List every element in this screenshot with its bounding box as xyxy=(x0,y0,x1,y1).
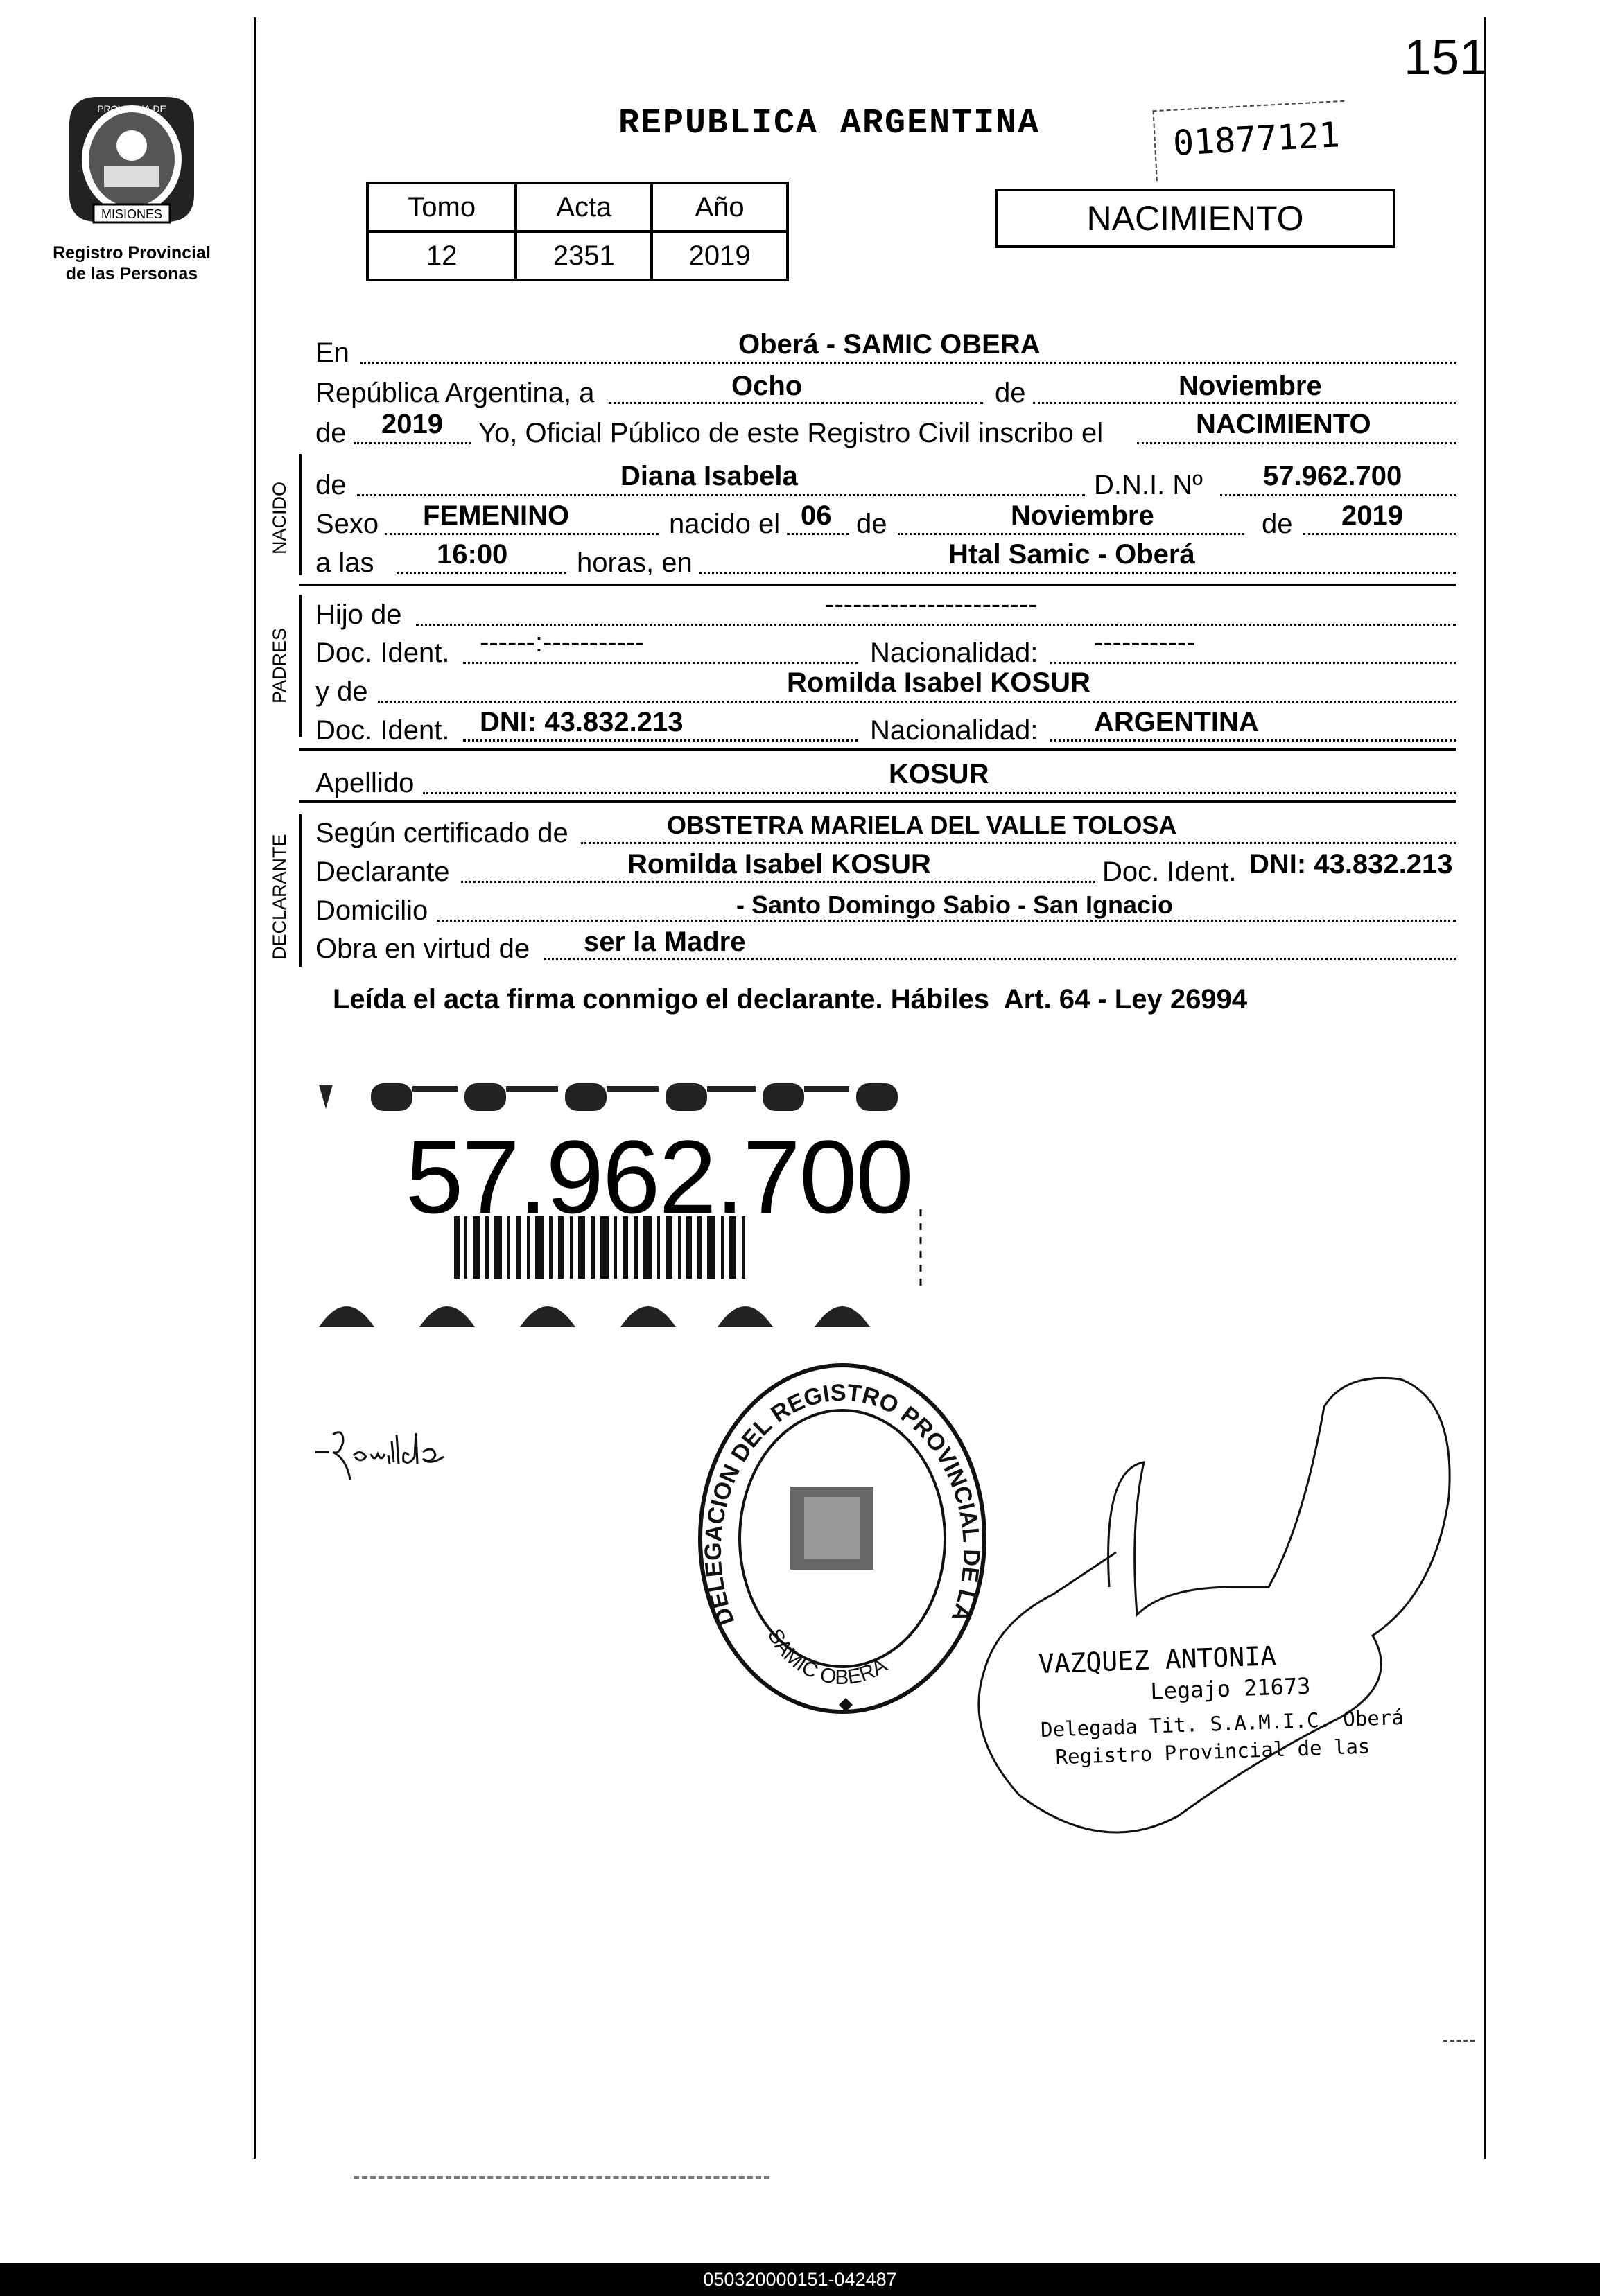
republica-label: República Argentina, a xyxy=(315,378,595,408)
birth-day: 06 xyxy=(801,500,832,531)
father-nac-label: Nacionalidad: xyxy=(870,638,1038,668)
sexo-value: FEMENINO xyxy=(423,500,570,531)
declarante-bracket xyxy=(299,814,302,967)
dotted-line xyxy=(461,881,1095,883)
yde-label: y de xyxy=(315,676,368,707)
nacido-el-label: nacido el xyxy=(669,509,781,539)
hijo-label: Hijo de xyxy=(315,599,402,630)
dotted-line xyxy=(385,533,659,535)
obra-value: ser la Madre xyxy=(584,927,746,957)
official-stamp xyxy=(1038,1636,1405,1769)
closing-statement: Leída el acta firma conmigo el declarante. Hábiles Art. 64 - Ley 26994 xyxy=(333,984,1248,1015)
country-title: REPUBLICA ARGENTINA xyxy=(618,104,1041,143)
sticker-number: 57.962.700 xyxy=(406,1119,912,1235)
seal-text-top: PROVINCIA DE xyxy=(97,103,166,114)
mother-doc-label: Doc. Ident. xyxy=(315,715,450,746)
year-value: 2019 xyxy=(381,409,443,439)
alas-label: a las xyxy=(315,547,374,578)
de-year-label: de xyxy=(315,418,347,448)
table-header-acta: Acta xyxy=(516,183,652,231)
de-month-label: de xyxy=(856,509,887,539)
certificado-value: OBSTETRA MARIELA DEL VALLE TOLOSA xyxy=(667,811,1177,839)
padres-section-label: PADRES xyxy=(269,627,290,703)
mother-nac: ARGENTINA xyxy=(1094,707,1259,737)
page-number: 151 xyxy=(1404,30,1488,85)
horas-label: horas, en xyxy=(577,547,693,578)
nacido-section-label: NACIDO xyxy=(269,481,290,554)
act-type: NACIMIENTO xyxy=(1086,199,1304,238)
footer-bar xyxy=(0,2263,1600,2296)
section-divider xyxy=(299,800,1456,803)
dotted-line xyxy=(357,494,1085,496)
stamp-ring-text: DELEGACION DEL REGISTRO PROVINCIAL DE LA xyxy=(699,1379,985,1629)
declarante-section-label: DECLARANTE xyxy=(269,834,290,960)
declarant-signature xyxy=(312,1414,485,1497)
dotted-line xyxy=(1033,402,1456,404)
section-divider xyxy=(299,584,1456,586)
birth-month: Noviembre xyxy=(1011,500,1154,531)
act-type-box xyxy=(995,189,1395,248)
dotted-line xyxy=(463,662,858,664)
birth-time: 16:00 xyxy=(437,539,508,570)
dotted-line xyxy=(437,920,1456,922)
en-value: Oberá - SAMIC OBERA xyxy=(738,329,1041,360)
certificado-label: Según certificado de xyxy=(315,818,568,848)
domicilio-value: - Santo Domingo Sabio - San Ignacio xyxy=(736,891,1174,919)
declarante-doc: DNI: 43.832.213 xyxy=(1249,849,1453,879)
declarante-value: Romilda Isabel KOSUR xyxy=(627,849,931,879)
table-value-tomo: 12 xyxy=(367,231,516,280)
dotted-line xyxy=(416,624,1456,626)
official-registry: Registro Provincial de las xyxy=(1054,1734,1371,1769)
scan-mark xyxy=(1443,2038,1475,2042)
dni-sticker xyxy=(319,1078,922,1334)
dotted-line xyxy=(423,792,1456,794)
birth-year: 2019 xyxy=(1341,500,1403,531)
de-year-label-2: de xyxy=(1262,509,1293,539)
dotted-line xyxy=(463,739,858,742)
register-table xyxy=(366,182,789,281)
father-name: ----------------------- xyxy=(825,589,1038,620)
dotted-line xyxy=(354,442,471,444)
padres-bracket xyxy=(299,595,302,737)
day-value: Ocho xyxy=(731,371,803,401)
child-dni: 57.962.700 xyxy=(1263,461,1402,491)
father-doc-label: Doc. Ident. xyxy=(315,638,450,668)
declarante-doc-label: Doc. Ident. xyxy=(1102,857,1237,887)
dotted-line xyxy=(1303,533,1456,535)
dotted-line xyxy=(581,842,1456,844)
inscribo-value: NACIMIENTO xyxy=(1196,409,1371,439)
mother-doc: DNI: 43.832.213 xyxy=(480,707,684,737)
child-name: Diana Isabela xyxy=(620,461,798,491)
dotted-line xyxy=(1137,442,1456,444)
stamp-inner-text: SAMIC OBERA xyxy=(763,1624,892,1690)
dotted-line xyxy=(360,362,1456,364)
apellido-value: KOSUR xyxy=(889,759,989,789)
dotted-line xyxy=(378,701,1456,703)
left-margin-line xyxy=(254,17,256,2159)
province-seal xyxy=(55,83,208,236)
nacido-bracket xyxy=(299,454,302,575)
official-name: VAZQUEZ ANTONIA xyxy=(1038,1640,1277,1680)
month-value: Noviembre xyxy=(1179,371,1322,401)
sexo-label: Sexo xyxy=(315,509,379,539)
dotted-line xyxy=(1050,662,1456,664)
official-legajo: Legajo 21673 xyxy=(1149,1672,1312,1705)
en-label: En xyxy=(315,338,349,368)
dotted-line xyxy=(1220,494,1456,496)
table-value-ano: 2019 xyxy=(652,231,788,280)
official-signature xyxy=(957,1358,1484,1857)
table-header-ano: Año xyxy=(652,183,788,231)
right-margin-line xyxy=(1484,17,1486,2159)
table-value-acta: 2351 xyxy=(516,231,652,280)
dotted-line xyxy=(544,958,1456,960)
birth-place: Htal Samic - Oberá xyxy=(948,539,1195,570)
dotted-line xyxy=(787,533,849,535)
inscribo-label: Yo, Oficial Público de este Registro Civil inscribo el xyxy=(478,418,1104,448)
registry-name xyxy=(28,243,236,284)
dotted-line xyxy=(699,572,1456,574)
table-header-tomo: Tomo xyxy=(367,183,516,231)
dotted-line xyxy=(609,402,983,404)
mother-name: Romilda Isabel KOSUR xyxy=(787,667,1090,698)
section-divider xyxy=(299,748,1456,751)
dotted-line xyxy=(1050,739,1456,742)
dni-label: D.N.I. Nº xyxy=(1094,470,1203,500)
scan-mark xyxy=(354,2176,769,2183)
seal-text-bottom: MISIONES xyxy=(101,207,163,221)
official-role: Delegada Tit. S.A.M.I.C. Oberá xyxy=(1040,1705,1405,1742)
father-doc: ------:----------- xyxy=(480,627,645,658)
father-nac: ----------- xyxy=(1094,627,1196,658)
dotted-line xyxy=(397,572,566,574)
serial-number: 01877121 xyxy=(1172,114,1341,164)
declarante-label: Declarante xyxy=(315,857,450,887)
registry-oval-stamp xyxy=(693,1358,991,1719)
domicilio-label: Domicilio xyxy=(315,895,428,926)
de-label: de xyxy=(995,378,1026,408)
dotted-line xyxy=(898,533,1244,535)
serial-stamp xyxy=(1153,100,1348,181)
apellido-label: Apellido xyxy=(315,768,415,798)
obra-label: Obra en virtud de xyxy=(315,934,530,964)
svg-text:SAMIC OBERA xyxy=(763,1625,891,1689)
registry-line-2: de las Personas xyxy=(65,264,198,283)
registry-line-1: Registro Provincial xyxy=(53,243,211,263)
mother-nac-label: Nacionalidad: xyxy=(870,715,1038,746)
nacido-de-label: de xyxy=(315,470,347,500)
footer-code: 050320000151-042487 xyxy=(703,2269,897,2290)
